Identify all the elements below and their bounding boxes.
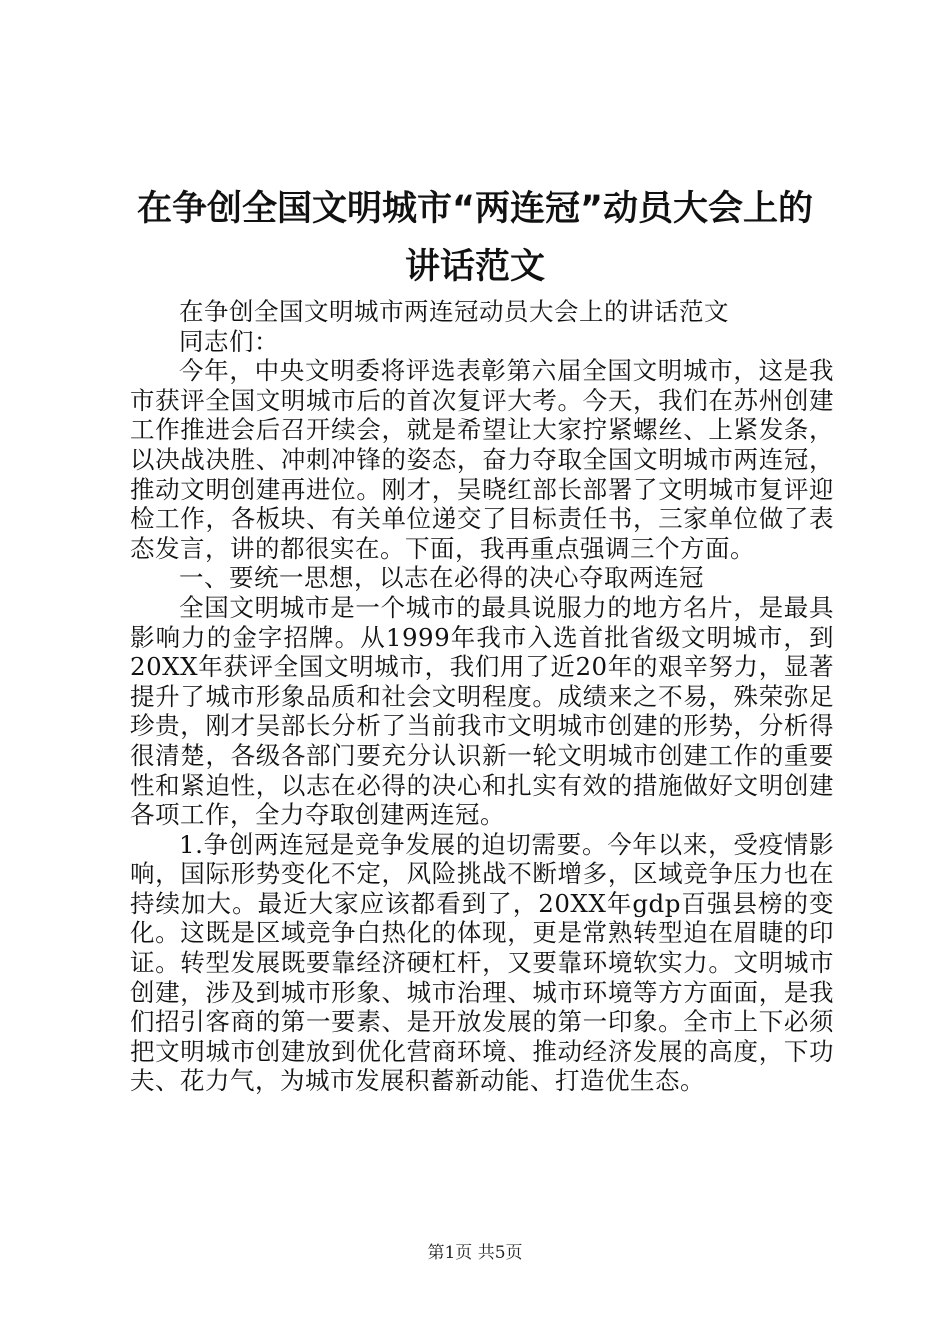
page-footer: 第1页 共5页 <box>427 1243 523 1263</box>
body-paragraph: 1.争创两连冠是竞争发展的迫切需要。今年以来，受疫情影响，国际形势变化不定，风险挑战不断增多，区域竞争压力也在持续加大。最近大家应该都看到了，20XX年gdp百强县榜的变化。这既是区域竞争白热化的体现，更是常熟转型迫在眉睫的印证。转型发展既要靠经济硬杠杆，又要靠环境软实力。文明城市创建，涉及到城市形象、城市治理、城市环境等方方面面，是我们招引客商的第一要素、是开放发展的第一印象。全市上下必须把文明城市创建放到优化营商环境、推动经济发展的高度，下功夫、花力气，为城市发展积蓄新动能、打造优生态。 <box>130 829 834 1096</box>
title-line-1: 在争创全国文明城市“两连冠”动员大会上的 <box>136 189 813 229</box>
body-paragraph: 全国文明城市是一个城市的最具说服力的地方名片，是最具影响力的金字招牌。从1999年我市入选首批省级文明城市，到20XX年获评全国文明城市，我们用了近20年的艰辛努力，显著提升了城市形象品质和社会文明程度。成绩来之不易，殊荣弥足珍贵，刚才吴部长分析了当前我市文明城市创建的形势，分析得很清楚，各级各部门要充分认识新一轮文明城市创建工作的重要性和紧迫性，以志在必得的决心和扎实有效的措施做好文明创建各项工作，全力夺取创建两连冠。 <box>130 592 834 830</box>
body-paragraph: 今年，中央文明委将评选表彰第六届全国文明城市，这是我市获评全国文明城市后的首次复评大考。今天，我们在苏州创建工作推进会后召开续会，就是希望让大家拧紧螺丝、上紧发条，以决战决胜、冲刺冲锋的姿态，奋力夺取全国文明城市两连冠，推动文明创建再进位。刚才，吴晓红部长部署了文明城市复评迎检工作，各板块、有关单位递交了目标责任书，三家单位做了表态发言，讲的都很实在。下面，我再重点强调三个方面。 <box>130 356 834 563</box>
title-line-2: 讲话范文 <box>404 247 545 287</box>
subtitle-paragraph: 在争创全国文明城市两连冠动员大会上的讲话范文 <box>179 297 729 326</box>
document-title <box>100 180 850 296</box>
salutation-paragraph: 同志们： <box>179 326 279 356</box>
section-heading: 一、要统一思想，以志在必得的决心夺取两连冠 <box>179 563 704 593</box>
document-body <box>130 297 834 1096</box>
